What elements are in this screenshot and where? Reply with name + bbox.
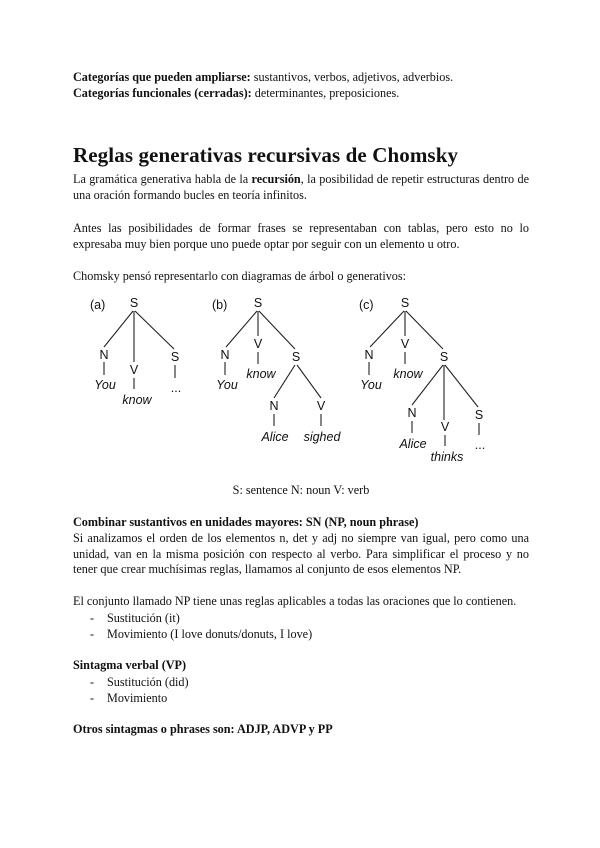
tree-a-you: You <box>94 378 116 392</box>
recursion-text-before: La gramática generativa habla de la <box>73 172 252 186</box>
other-phrases-line <box>73 722 529 738</box>
tree-a-know: know <box>122 393 152 407</box>
tree-a-S: S <box>129 296 139 310</box>
tables-paragraph: Antes las posibilidades de formar frases se representaban con tablas, pero esto no lo expresaba muy bien porque uno puede optar por seguir con un elemento u otro. <box>73 221 529 251</box>
recursion-paragraph <box>73 172 529 203</box>
tree-c-S2: S <box>439 350 449 364</box>
tree-c-N2: N <box>407 406 417 420</box>
tree-c-know: know <box>393 367 423 381</box>
closed-categories-line <box>73 86 529 102</box>
np-rules-list <box>73 610 529 642</box>
tree-c-S3: S <box>474 408 484 422</box>
tree-c-V: V <box>400 337 410 351</box>
np-paragraph: Si analizamos el orden de los elementos n, det y adj no siempre van igual, pero como una unidad, van en la misma posición con respecto al verbo. Para simplificar el proceso y no tener que crear muchísimas reglas, llamamos al conjunto de esos elementos NP. <box>73 531 529 576</box>
tree-b-alice: Alice <box>261 430 289 444</box>
np-section-title <box>73 515 529 531</box>
section-heading: Reglas generativas recursivas de Chomsky <box>73 143 459 167</box>
recursion-text-after: , la posibilidad de repetir estructuras dentro de una oración formando bucles en teoría infinitos. <box>73 172 529 202</box>
closed-categories-label: Categorías funcionales (cerradas): <box>73 85 252 100</box>
vp-title-text: Sintagma verbal (VP) <box>73 658 187 672</box>
tree-c-dots: ... <box>474 438 486 452</box>
np-title-text: Combinar sustantivos en unidades mayores: SN (NP, noun phrase) <box>73 515 419 529</box>
tree-c-label: (c) <box>359 298 374 312</box>
tree-c-alice: Alice <box>399 437 427 451</box>
open-categories-text: sustantivos, verbos, adjetivos, adverbios. <box>250 70 454 84</box>
other-phrases-text: Otros sintagmas o phrases son: ADJP, ADVP y PP <box>73 722 333 736</box>
diagram-intro-paragraph: Chomsky pensó representarlo con diagramas de árbol o generativos: <box>73 269 407 283</box>
list-item: - Movimiento <box>73 690 529 706</box>
vp-section-title <box>73 658 529 674</box>
closed-categories-text: determinantes, preposiciones. <box>251 85 400 100</box>
tree-b-N: N <box>220 348 230 362</box>
tree-c <box>359 296 485 464</box>
open-categories-line <box>73 70 529 86</box>
tree-b-S2: S <box>291 350 301 364</box>
tree-a-label: (a) <box>90 298 106 312</box>
np-rules-intro: El conjunto llamado NP tiene unas reglas aplicables a todas las oraciones que lo contienen. <box>73 594 517 608</box>
recursion-term: recursión <box>251 172 301 186</box>
list-item: - Sustitución (it) <box>73 610 529 626</box>
diagram-caption: S: sentence N: noun V: verb <box>232 483 370 497</box>
tree-a-N: N <box>99 348 109 362</box>
tree-b-sighed: sighed <box>303 430 341 444</box>
tree-b-you: You <box>216 378 238 392</box>
tree-c-N: N <box>364 348 374 362</box>
document-page <box>73 64 529 736</box>
tree-b-V2: V <box>316 399 326 413</box>
tree-c-thinks: thinks <box>430 450 464 464</box>
tree-c-V2: V <box>440 420 450 434</box>
tree-a-S2: S <box>170 350 180 364</box>
tree-b-know: know <box>246 367 276 381</box>
tree-diagrams <box>81 296 486 472</box>
tree-b <box>212 296 341 444</box>
tree-a <box>90 296 181 407</box>
list-item: - Movimiento (I love donuts/donuts, I love) <box>73 626 529 642</box>
list-item: - Sustitución (did) <box>73 674 529 690</box>
tree-b-N2: N <box>269 399 279 413</box>
open-categories-label: Categorías que pueden ampliarse: <box>73 70 251 84</box>
tree-a-dots: ... <box>170 381 182 395</box>
tree-b-V: V <box>253 337 263 351</box>
vp-rules-list <box>73 674 529 706</box>
tree-c-S: S <box>400 296 410 310</box>
tree-b-S: S <box>253 296 263 310</box>
tree-c-you: You <box>360 378 382 392</box>
tree-a-V: V <box>129 363 139 377</box>
tree-b-label: (b) <box>212 298 228 312</box>
